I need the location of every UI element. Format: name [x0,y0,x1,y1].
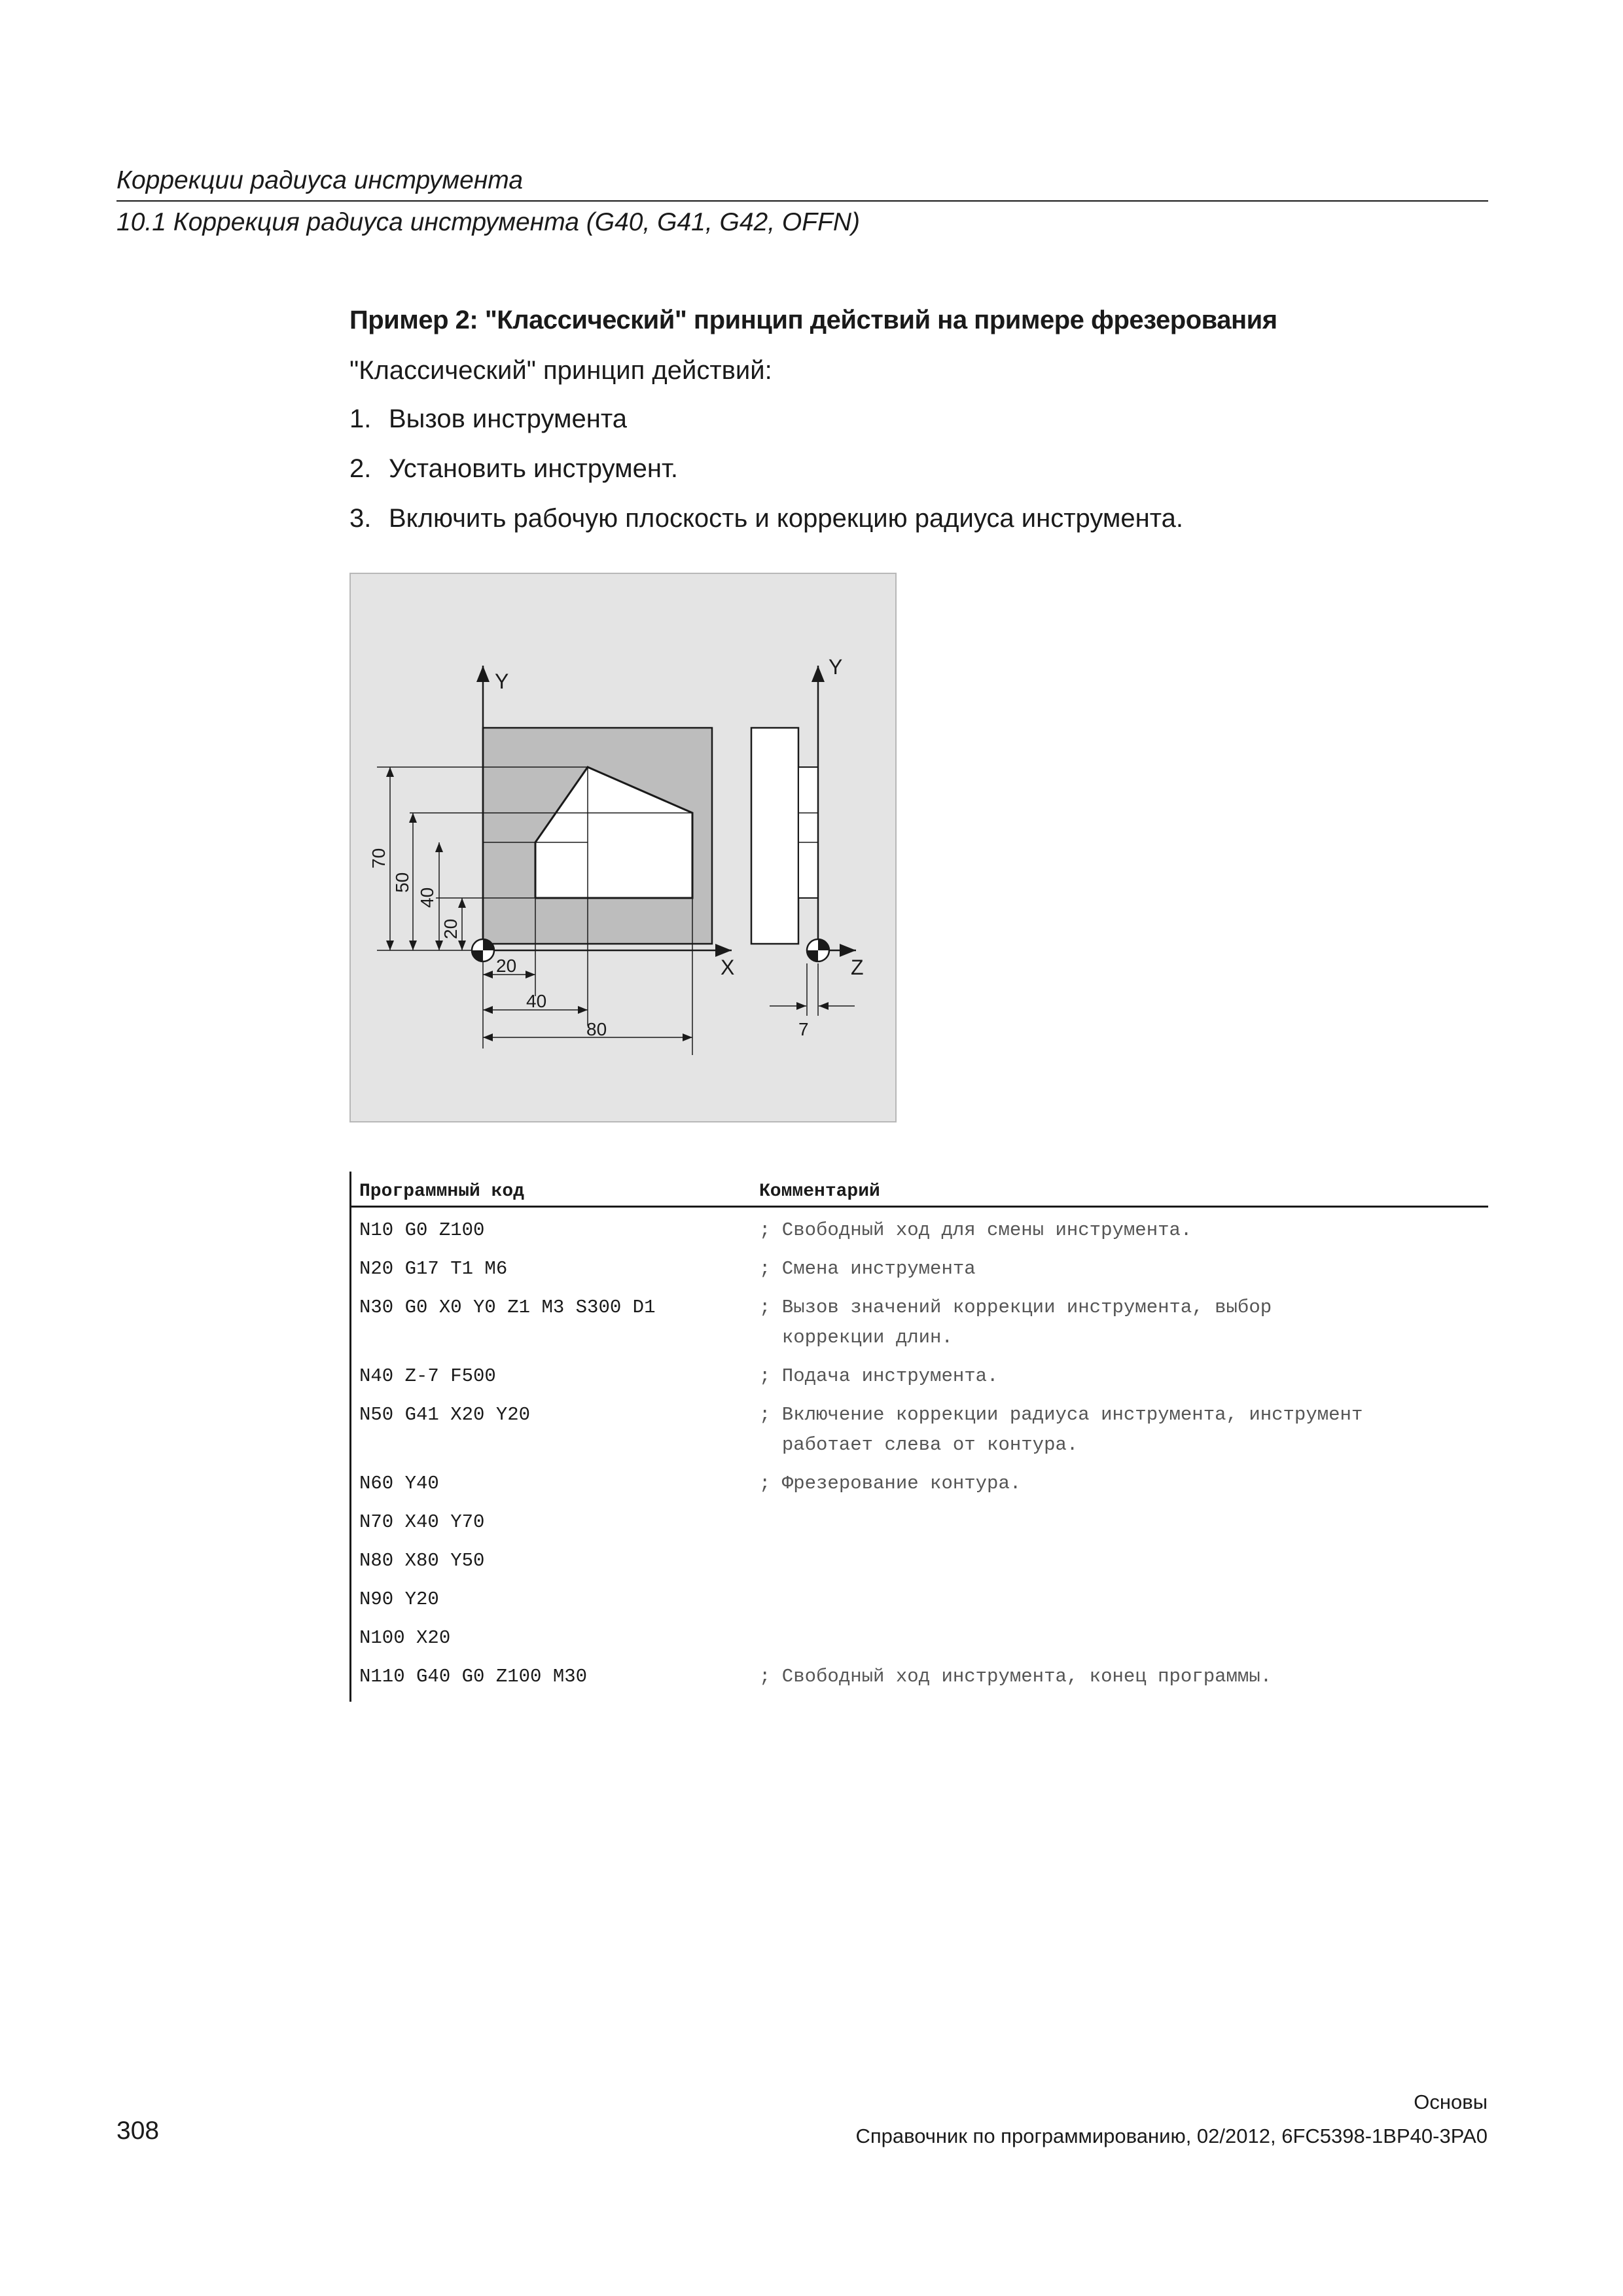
header-divider [116,200,1488,202]
dim-7-label: 7 [798,1019,809,1039]
dim-40h-label: 40 [526,991,547,1011]
code-comment: ; Смена инструмента [759,1258,976,1280]
dim-40v-label: 40 [417,887,437,908]
side-view-workpiece [751,728,798,944]
dim-70-label: 70 [368,848,389,869]
code-line: N80 X80 Y50 [359,1550,485,1571]
code-line: N70 X40 Y70 [359,1511,485,1533]
code-comment: ; Вызов значений коррекции инструмента, выбор коррекции длин. [759,1297,1272,1348]
code-line: N30 G0 X0 Y0 Z1 M3 S300 D1 [359,1297,656,1318]
column-header-code: Программный код [359,1181,525,1202]
code-line: N100 X20 [359,1627,451,1649]
table-header-rule [351,1206,1488,1208]
code-comment: ; Фрезерование контура. [759,1473,1022,1494]
table-left-border [349,1172,351,1702]
milling-figure [349,573,897,1122]
code-line: N110 G40 G0 Z100 M30 [359,1666,588,1687]
footer-reference: Справочник по программированию, 02/2012, 6FC5398-1BP40-3PA0 [855,2125,1488,2147]
example-title: Пример 2: "Классический" принцип действий на примере фрезерования [349,306,1277,334]
origin-symbol-right [807,939,829,961]
step-item [349,504,1183,533]
x-axis-label: X [721,956,735,979]
example-intro: "Классический" принцип действий: [349,356,772,385]
step-number: 3. [349,504,372,533]
page-number: 308 [116,2117,160,2145]
dim-20h-label: 20 [496,956,517,976]
z-axis-label: Z [851,956,864,979]
origin-symbol-left [472,939,494,961]
step-item [349,454,678,484]
code-comment: ; Включение коррекции радиуса инструмента, инструмент работает слева от контура. [759,1404,1363,1456]
code-line: N50 G41 X20 Y20 [359,1404,531,1426]
step-text: Вызов инструмента [389,404,627,433]
code-line: N20 G17 T1 M6 [359,1258,508,1280]
step-text: Включить рабочую плоскость и коррекцию радиуса инструмента. [389,504,1183,533]
y-axis-left-label: Y [495,670,509,693]
dim-50-label: 50 [392,872,412,893]
step-item [349,404,627,434]
code-line: N90 Y20 [359,1588,439,1610]
code-comment: ; Подача инструмента. [759,1365,999,1387]
side-view-step [798,767,818,898]
section-title: 10.1 Коррекция радиуса инструмента (G40, G41, G42, OFFN) [116,208,861,236]
footer-book: Основы [1414,2090,1488,2113]
chapter-title: Коррекции радиуса инструмента [116,166,524,194]
code-comment: ; Свободный ход инструмента, конец программы. [759,1666,1272,1687]
step-number: 1. [349,404,372,433]
step-text: Установить инструмент. [389,454,678,483]
code-line: N60 Y40 [359,1473,439,1494]
code-comment: ; Свободный ход для смены инструмента. [759,1219,1192,1241]
step-number: 2. [349,454,372,483]
code-line: N10 G0 Z100 [359,1219,485,1241]
y-axis-right-label: Y [829,655,843,679]
code-line: N40 Z-7 F500 [359,1365,496,1387]
column-header-comment: Комментарий [759,1181,880,1202]
dim-80-label: 80 [586,1019,607,1039]
dim-20v-label: 20 [440,918,461,939]
milling-drawing [351,574,898,1124]
